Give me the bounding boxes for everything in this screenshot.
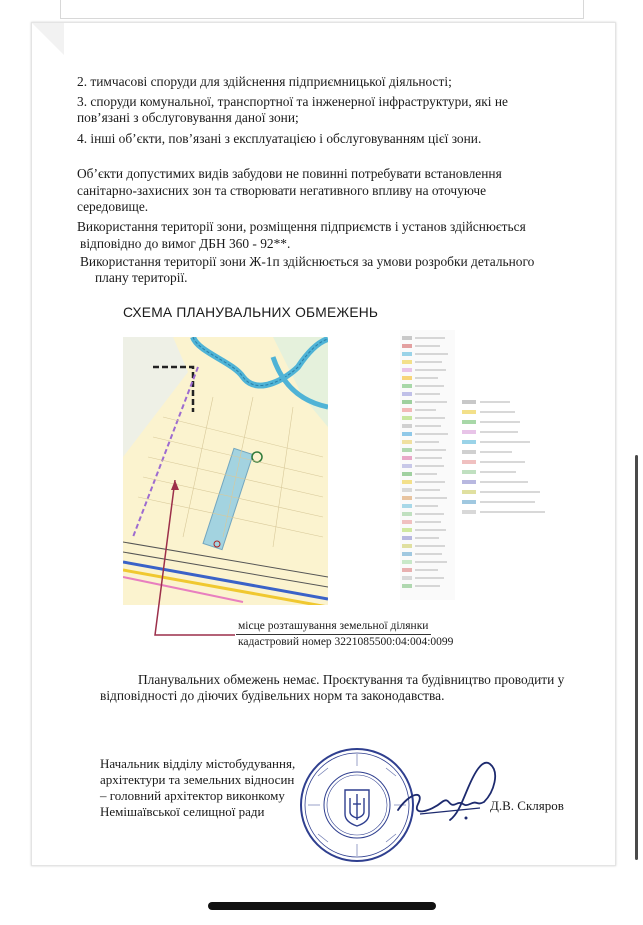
signatory-line: Начальник відділу містобудування, — [100, 756, 296, 771]
map-caption-location: місце розташування земельної ділянки — [238, 620, 429, 632]
list-item-3: 3. споруди комунальної, транспортної та інженерної інфраструктури, які не — [77, 94, 508, 109]
scroll-indicator[interactable] — [635, 455, 638, 860]
signatory-line: архітектури та земельних відносин — [100, 772, 295, 787]
signatory-line: Немішаївської селищної ради — [100, 804, 265, 819]
conclusion-line: Планувальних обмежень немає. Проєктування та будівництво проводити у — [138, 672, 565, 687]
paragraph-line: Використання території зони Ж-1п здійснюється за умови розробки детального — [80, 254, 535, 269]
scheme-title: СХЕМА ПЛАНУВАЛЬНИХ ОБМЕЖЕНЬ — [123, 305, 379, 320]
map-legend — [400, 330, 550, 600]
paragraph-line: відповідно до вимог ДБН 360 - 92**. — [80, 236, 291, 251]
previous-page — [60, 0, 584, 19]
map-caption-cadastral: кадастровий номер 3221085500:04:004:0099 — [238, 636, 454, 648]
list-item-2: 2. тимчасові споруди для здійснення підприємницької діяльності; — [77, 74, 452, 89]
paragraph-line: плану території. — [95, 270, 188, 285]
list-item-3-cont: пов’язані з обслуговування даної зони; — [77, 110, 299, 125]
signatory-line: – головний архітектор виконкому — [100, 788, 285, 803]
caption-underline — [236, 634, 431, 635]
list-item-4: 4. інші об’єкти, пов’язані з експлуатацією і обслуговуванням цієї зони. — [77, 131, 482, 146]
handwritten-signature — [390, 752, 510, 832]
paragraph-line: санітарно-захисних зон та створювати негативного впливу на оточуюче — [77, 183, 487, 198]
page-fold-corner — [32, 23, 64, 55]
home-indicator[interactable] — [208, 902, 436, 910]
paragraph-line: Використання території зони, розміщення підприємств і установ здійснюється — [77, 219, 526, 234]
paragraph-line: Об’єкти допустимих видів забудови не повинні потребувати встановлення — [77, 166, 502, 181]
signatory-name: Д.В. Скляров — [490, 798, 564, 813]
paragraph-line: середовище. — [77, 199, 149, 214]
conclusion-line: відповідності до діючих будівельних норм та законодавства. — [100, 688, 445, 703]
location-pointer — [150, 480, 240, 640]
